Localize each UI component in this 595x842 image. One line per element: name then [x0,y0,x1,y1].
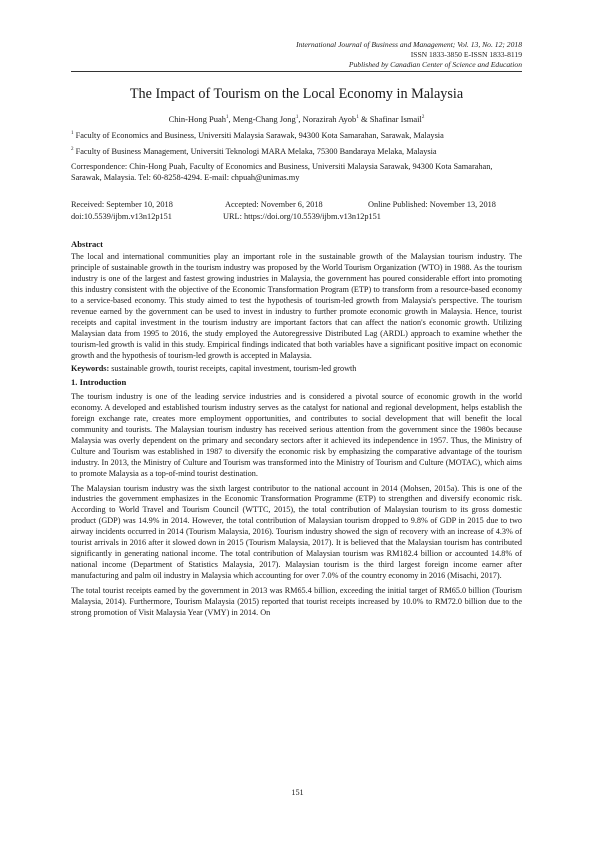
affiliation-1 [71,128,522,141]
paper-title: The Impact of Tourism on the Local Economy in Malaysia [129,86,464,102]
body-paragraph: The Malaysian tourism industry was the sixth largest contributor to the national account in 2014 (Mohsen, 2015a). This is one of the industries the government emphasizes in the Economic Transformation Programme (ETP) to strengthen and diversify economic risk. According to World Travel and Tourism Council (WTTC, 2015), the total contribution of Malaysian tourism to its gross domestic product (GDP) was 14.9% in 2014. However, the total contribution of Malaysian tourism dropped to 9.8% of GDP in 2015 due to two airway incidents occurred in 2014 (Tourism Malaysia, 2016). Tourism industry showed the sign of recovery with an increase of 4.3% of tourist arrivals in 2016 after it slowed down in 2015 (Tourism Malaysia, 2017). It is believed that the Malaysian tourism has contributed significantly in generating national income. The total contribution of Malaysian tourism was RM182.4 billion or accounted 14.8% of national income (Department of Statistics Malaysia, 2017). Malaysian tourism is the third largest foreign income earner after manufacturing and palm oil industry in Malaysia which accounting for over 7.0% of the country economy in 2016 (Misachi, 2017). [71,483,522,580]
author-name: Meng-Chang Jong [232,113,296,124]
affiliation-2 [71,144,522,157]
keywords-text: sustainable growth, tourist receipts, capital investment, tourism-led growth [109,364,357,374]
publisher-line: Published by Canadian Center of Science and Education [348,60,522,69]
accepted-date: Accepted: November 6, 2018 [225,200,323,210]
header-rule [71,71,522,72]
author-affil-mark: 1 [295,115,299,120]
abstract-heading: Abstract [71,239,103,250]
author-list: Chin-Hong Puah$^1$, Meng-Chang Jong$^1$, Norazirah Ayob$^1$ & Shafinar Ismail$^2$ [168,113,425,124]
section-heading-introduction: 1. Introduction [71,377,127,388]
keywords [71,364,522,375]
author-name: Norazirah Ayob [302,113,357,124]
issn-line: ISSN 1833-3850 E-ISSN 1833-8119 [410,50,522,59]
paper-page [71,40,522,622]
affiliation-mark: 1 [71,130,74,136]
doi[interactable]: doi:10.5539/ijbm.v13n12p151 [71,212,172,222]
author-name: Shafinar Ismail [369,113,422,124]
author-affil-mark: 1 [356,115,359,120]
affiliation-text: Faculty of Business Management, Universiti Teknologi MARA Melaka, 75300 Bandaraya Melaka, Malaysia [75,146,437,156]
publication-dates [71,199,522,223]
received-date: Received: September 10, 2018 [71,200,173,210]
journal-citation: International Journal of Business and Management; Vol. 13, No. 12; 2018 [296,40,522,49]
abstract-text: The local and international communities play an important role in the sustainable growth of the Malaysian tourism industry. The principle of sustainable growth in the tourism industry was proposed by the World Tourism Organization (WTO) in 1988. As the tourism industry is one of the largest and fastest growing industries in Malaysia, the government has poured considerable effort into promoting this industry consistent with the objective of the Economic Transformation Program (ETP) to transform from a resource-based economy to a service-based economy. This study aimed to test the hypothesis of tourism-led growth from Malaysia's perspective. The tourism revenue earned by the government can be used to invest in industry to further promote economic growth in Malaysia. Hence, tourist receipts and capital investment in the tourism industry are important factors that can affect the nation's economic growth. Utilizing Malaysian data from 1995 to 2016, the study employed the Autoregressive Distributed Lag (ARDL) approach to examine whether the tourism-led growth is valid in this study. Empirical findings indicated that both variables have a significant positive impact on economic growth and the hypothesis of tourism-led growth is accepted in Malaysia. [71,252,522,360]
published-date: Online Published: November 13, 2018 [368,200,496,210]
body-paragraph: The tourism industry is one of the leading service industries and is considered a pivotal source of economic growth in the world economy. A developed and established tourism industry serves as the catalyst for national and regional development, helps establish the foreign exchange rate, creates more employment opportunities, and contributes to social development that will benefit the local community and tourists. The Malaysian tourism industry has received serious attention from the government since the 1980s because Malaysia was overly dependent on the primary and secondary sectors after it achieved its independence in 1957. Thus, the Ministry of Culture and Tourism was established in 1987 to diversify the economic risk by emphasizing the comparative advantage of the tourism industry. In 2013, the Ministry of Culture and Tourism was transformed into the Ministry of Tourism and Culture (MOTAC), which aims to promote Malaysia as a top-of-mind tourist destination. [71,392,522,478]
affiliation-text: Faculty of Economics and Business, Universiti Malaysia Sarawak, 94300 Kota Samarahan, Sarawak, Malaysia [75,130,444,140]
author-name: Chin-Hong Puah [168,113,227,124]
body-paragraph: The total tourist receipts earned by the government in 2013 was RM65.4 billion, exceeding the initial target of RM65.0 billion (Tourism Malaysia, 2014). Furthermore, Tourism Malaysia (2015) reported that tourist receipts increased by 10.0% to RM72.0 billion due to the strong promotion of Visit Malaysia Year (VMY) in 2014. On [71,585,522,617]
correspondence: Correspondence: Chin-Hong Puah, Faculty of Economics and Business, Universiti Malaysia Sarawak, 94300 Kota Samarahan, Sarawak, Malaysia. Tel: 60-8258-4294. E-mail: chpuah@unimas.my [71,162,493,183]
doi-url[interactable]: URL: https://doi.org/10.5539/ijbm.v13n12p151 [223,212,381,222]
author-affil-mark: 2 [421,115,425,120]
author-affil-mark: 1 [226,115,229,120]
keywords-label: Keywords: [71,364,110,374]
page-number: 151 [291,788,304,797]
running-header [71,40,522,70]
affiliation-mark: 2 [71,146,74,152]
